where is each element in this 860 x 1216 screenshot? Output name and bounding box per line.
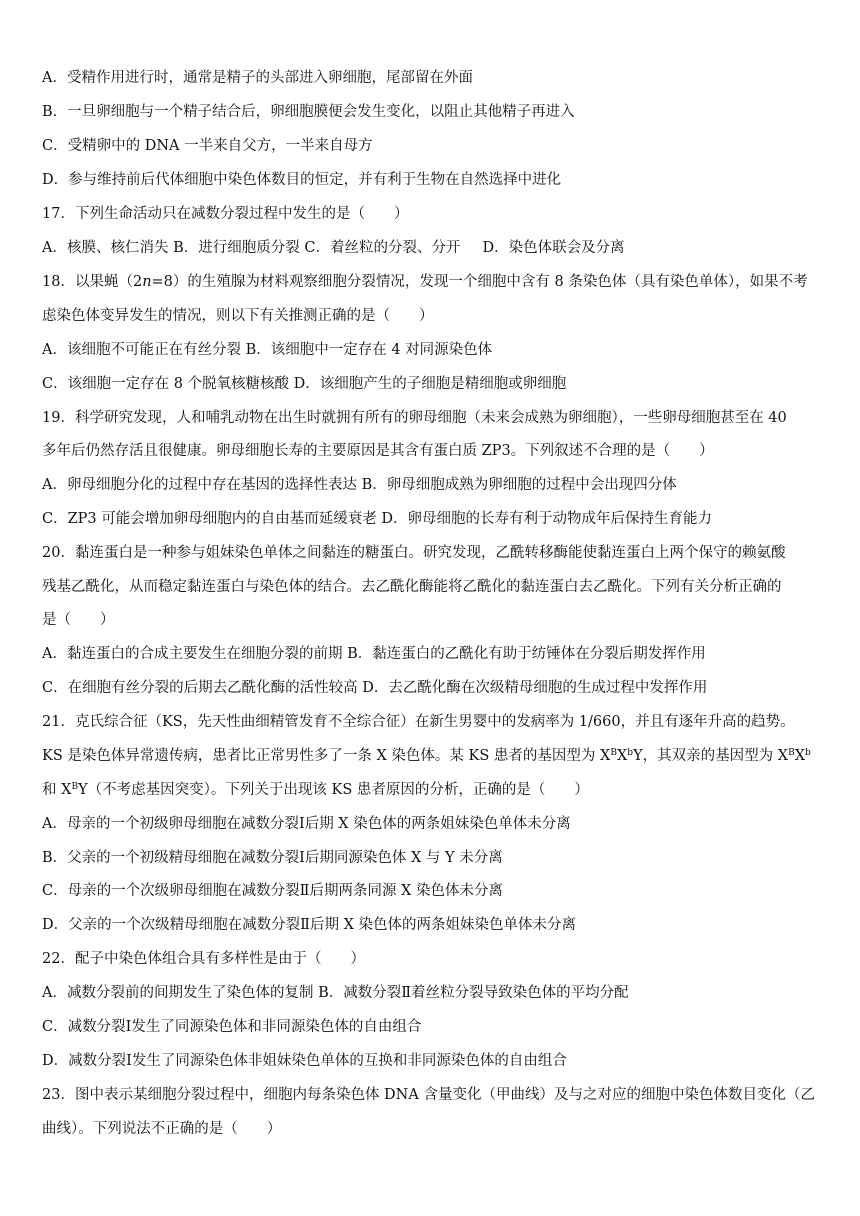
q17-option-d: D．染色体联会及分离	[482, 240, 625, 256]
q21-option-a: A．母亲的一个初级卵母细胞在减数分裂Ⅰ后期 X 染色体的两条姐妹染色单体未分离	[42, 816, 571, 832]
q22-stem: 22．配子中染色体组合具有多样性是由于（ ）	[42, 951, 365, 967]
q16-option-c: C．受精卵中的 DNA 一半来自父方，一半来自母方	[42, 138, 373, 154]
q16-option-d: D．参与维持前后代体细胞中染色体数目的恒定，并有利于生物在自然选择中进化	[42, 172, 562, 188]
q20-options-ab: A．黏连蛋白的合成主要发生在细胞分裂的前期 B．黏连蛋白的乙酰化有助于纺锤体在分裂后期发挥作用	[42, 646, 706, 662]
q21-stem-line3: 和 $X^BY$（不考虑基因突变）。下列关于出现该 KS 患者原因的分析，正确的是（ ）	[42, 782, 589, 798]
q19-options-cd: C．ZP3 可能会增加卵母细胞内的自由基而延缓衰老 D．卵母细胞的长寿有利于动物成年后保持生育能力	[42, 511, 712, 527]
q16-option-a: A．受精作用进行时，通常是精子的头部进入卵细胞，尾部留在外面	[42, 70, 473, 86]
q22-option-c: C．减数分裂Ⅰ发生了同源染色体和非同源染色体的自由组合	[42, 1019, 422, 1035]
q20-stem-line3: 是（ ）	[42, 612, 115, 628]
q17-options	[42, 239, 824, 257]
q18-stem-line2: 虑染色体变异发生的情况，则以下有关推测正确的是（ ）	[42, 308, 434, 324]
q22-options-ab: A．减数分裂前的间期发生了染色体的复制 B．减数分裂Ⅱ着丝粒分裂导致染色体的平均分配	[42, 985, 629, 1001]
q20-stem-line1: 20．黏连蛋白是一种参与姐妹染色单体之间黏连的糖蛋白。研究发现，乙酰转移酶能使黏连蛋白上两个保守的赖氨酸	[42, 545, 786, 561]
q18-options-ab: A．该细胞不可能正在有丝分裂 B．该细胞中一定存在 4 对同源染色体	[42, 342, 493, 358]
q21-option-b: B．父亲的一个初级精母细胞在减数分裂Ⅰ后期同源染色体 X 与 Y 未分离	[42, 850, 503, 866]
q22-option-d: D．减数分裂Ⅰ发生了同源染色体非姐妹染色单体的互换和非同源染色体的自由组合	[42, 1053, 567, 1069]
q19-options-ab: A．卵母细胞分化的过程中存在基因的选择性表达 B．卵母细胞成熟为卵细胞的过程中会出现四分体	[42, 477, 677, 493]
q18-options-cd: C．该细胞一定存在 8 个脱氧核糖核酸 D．该细胞产生的子细胞是精细胞或卵细胞	[42, 376, 567, 392]
q21-stem-line1: 21．克氏综合征（KS，先天性曲细精管发育不全综合征）在新生男婴中的发病率为 1/660，并且有逐年升高的趋势。	[42, 714, 795, 730]
q17-options-abc: A．核膜、核仁消失 B．进行细胞质分裂 C．着丝粒的分裂、分开	[42, 240, 461, 256]
q19-stem-line2: 多年后仍然存活且很健康。卵母细胞长寿的主要原因是其含有蛋白质 ZP3。下列叙述不合理的是（ ）	[42, 443, 714, 459]
q19-stem-line1: 19．科学研究发现，人和哺乳动物在出生时就拥有所有的卵母细胞（未来会成熟为卵细胞），一些卵母细胞甚至在 40	[42, 410, 787, 426]
q21-option-c: C．母亲的一个次级卵母细胞在减数分裂Ⅱ后期两条同源 X 染色体未分离	[42, 883, 503, 899]
q18-stem-line1: 18．以果蝇（2n=8）的生殖腺为材料观察细胞分裂情况，发现一个细胞中含有 8 条染色体（具有染色单体），如果不考	[42, 274, 808, 290]
q16-option-b: B．一旦卵细胞与一个精子结合后，卵细胞膜便会发生变化，以阻止其他精子再进入	[42, 104, 575, 120]
q23-stem-line1: 23．图中表示某细胞分裂过程中，细胞内每条染色体 DNA 含量变化（甲曲线）及与之对应的细胞中染色体数目变化（乙	[42, 1087, 815, 1103]
q20-stem-line2: 残基乙酰化，从而稳定黏连蛋白与染色体的结合。去乙酰化酶能将乙酰化的黏连蛋白去乙酰化。下列有关分析正确的	[42, 579, 782, 595]
q20-options-cd: C．在细胞有丝分裂的后期去乙酰化酶的活性较高 D．去乙酰化酶在次级精母细胞的生成过程中发挥作用	[42, 680, 708, 696]
q23-stem-line2: 曲线）。下列说法不正确的是（ ）	[42, 1121, 282, 1137]
q21-option-d: D．父亲的一个次级精母细胞在减数分裂Ⅱ后期 X 染色体的两条姐妹染色单体未分离	[42, 917, 577, 933]
q21-stem-line2: KS 是染色体异常遗传病，患者比正常男性多了一条 X 染色体。某 KS 患者的基因型为 $X^BX^bY$，其双亲的基因型为 $X^BX^b$	[42, 748, 811, 764]
q17-stem: 17．下列生命活动只在减数分裂过程中发生的是（ ）	[42, 206, 409, 222]
